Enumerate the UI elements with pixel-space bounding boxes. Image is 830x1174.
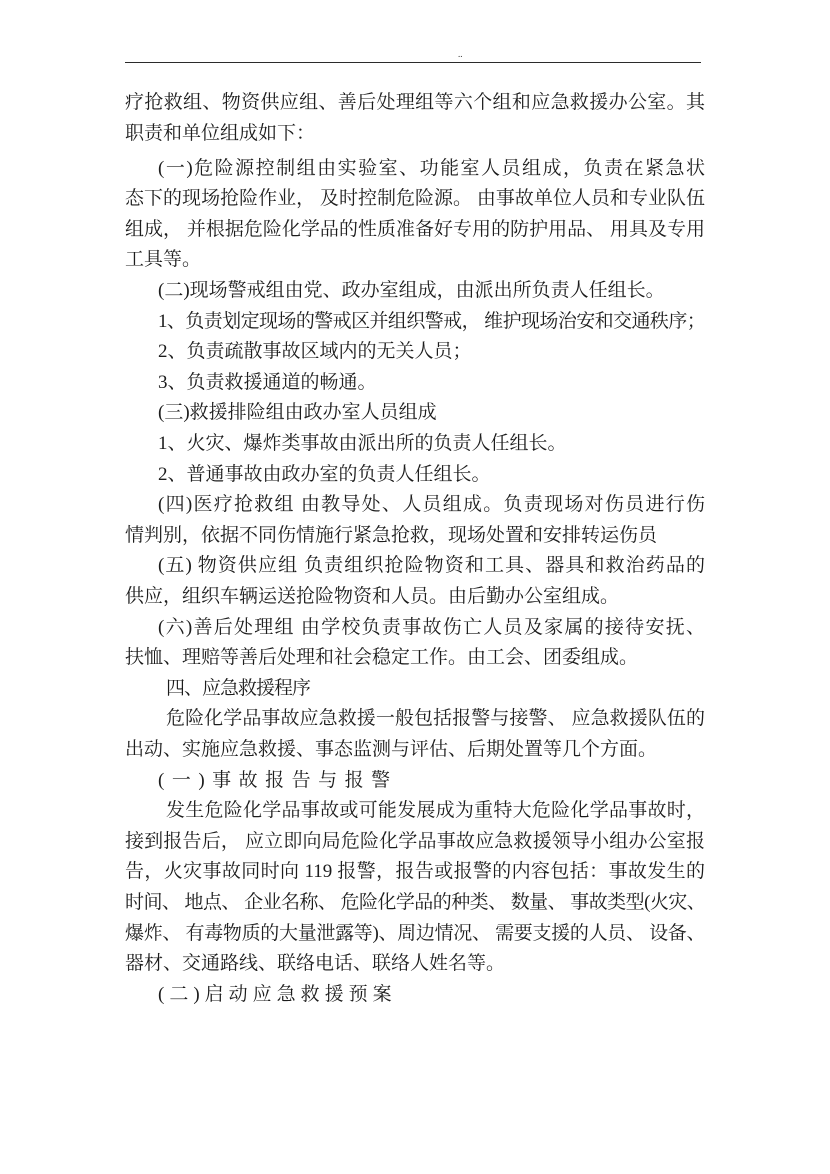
subitem-rescue-1	[125, 429, 705, 460]
text-line: (一)危险源控制组由实验室、功能室人员组成，负责在紧急状	[158, 157, 705, 179]
text-line: (四)医疗抢救组 由教导处、人员组成。负责现场对伤员进行伤	[158, 494, 705, 516]
header-rule	[125, 62, 701, 63]
text-line: (三)救援排险组由政办室人员组成	[158, 402, 437, 424]
text-line: 组成， 并根据危险化学品的性质准备好专用的防护用品、 用具及专用	[125, 218, 705, 240]
text-line: 告，火灾事故同时向 119 报警，报告或报警的内容包括：事故发生的	[125, 861, 705, 883]
text-line: 2、负责疏散事故区域内的无关人员；	[158, 341, 472, 363]
section-heading-procedure	[125, 674, 705, 705]
subheading: (一)事故报告与报警	[158, 769, 398, 791]
paragraph-procedure-intro	[125, 704, 705, 765]
paragraph-groups-intro	[125, 88, 705, 149]
text-line: 1、负责划定现场的警戒区并组织警戒， 维护现场治安和交通秩序；	[158, 310, 705, 332]
text-line: 危险化学品事故应急救援一般包括报警与接警、 应急救援队伍的	[166, 708, 705, 730]
item-hazard-control-group	[125, 154, 705, 276]
document-body	[125, 88, 705, 1010]
text-line: 疗抢救组、物资供应组、善后处理组等六个组和应急救援办公室。其	[125, 92, 705, 113]
text-line: 工具等。	[125, 249, 202, 271]
text-line: 时间、 地点、 企业名称、 危险化学品的种类、 数量、 事故类型(火灾、	[125, 891, 705, 913]
subheading: (二)启动应急救援预案	[158, 983, 397, 1005]
text-line: 3、负责救援通道的畅通。	[158, 371, 377, 393]
text-line: 供应，组织车辆运送抢险物资和人员。由后勤办公室组成。	[125, 586, 620, 607]
header-mark: ..	[458, 49, 463, 59]
item-aftermath-group	[125, 613, 705, 674]
item-rescue-group	[125, 398, 705, 429]
text-line: 2、普通事故由政办室的负责人任组长。	[158, 463, 491, 485]
text-line: 出动、实施应急救援、事态监测与评估、后期处置等几个方面。	[125, 738, 658, 760]
subitem-rescue-2	[125, 460, 705, 491]
text-line: 器材、交通路线、联络电话、联络人姓名等。	[125, 953, 506, 975]
subitem-cordon-2	[125, 337, 705, 368]
item-medical-group	[125, 490, 705, 551]
text-line: 扶恤、理赔等善后处理和社会稳定工作。由工会、团委组成。	[125, 647, 639, 669]
text-line: 1、火灾、爆炸类事故由派出所的负责人任组长。	[158, 433, 567, 455]
paragraph-report-alarm	[125, 796, 705, 980]
subitem-cordon-1	[125, 307, 705, 338]
text-line: 职责和单位组成如下：	[125, 122, 316, 144]
text-line: 发生危险化学品事故或可能发展成为重特大危险化学品事故时，	[166, 800, 705, 822]
item-supply-group	[125, 551, 705, 612]
text-line: (五) 物资供应组 负责组织抢险物资和工具、器具和救治药品的	[158, 555, 705, 577]
text-line: 接到报告后， 应立即向局危险化学品事故应急救援领导小组办公室报	[125, 830, 705, 852]
text-line: 情判别，依据不同伤情施行紧急抢救，现场处置和安排转运伤员	[125, 524, 658, 546]
text-line: (二)现场警戒组由党、政办室组成，由派出所负责人任组长。	[158, 280, 665, 302]
section-heading: 四、应急救援程序	[166, 677, 311, 699]
item-site-cordon-group	[125, 276, 705, 307]
subitem-cordon-3	[125, 368, 705, 399]
text-line: (六)善后处理组 由学校负责事故伤亡人员及家属的接待安抚、	[158, 616, 705, 638]
text-line: 态下的现场抢险作业， 及时控制危险源。 由事故单位人员和专业队伍	[125, 188, 705, 210]
subheading-start-plan	[125, 980, 705, 1011]
text-line: 爆炸、 有毒物质的大量泄露等)、周边情况、 需要支援的人员、 设备、	[125, 922, 705, 944]
subheading-report-alarm	[125, 766, 705, 797]
